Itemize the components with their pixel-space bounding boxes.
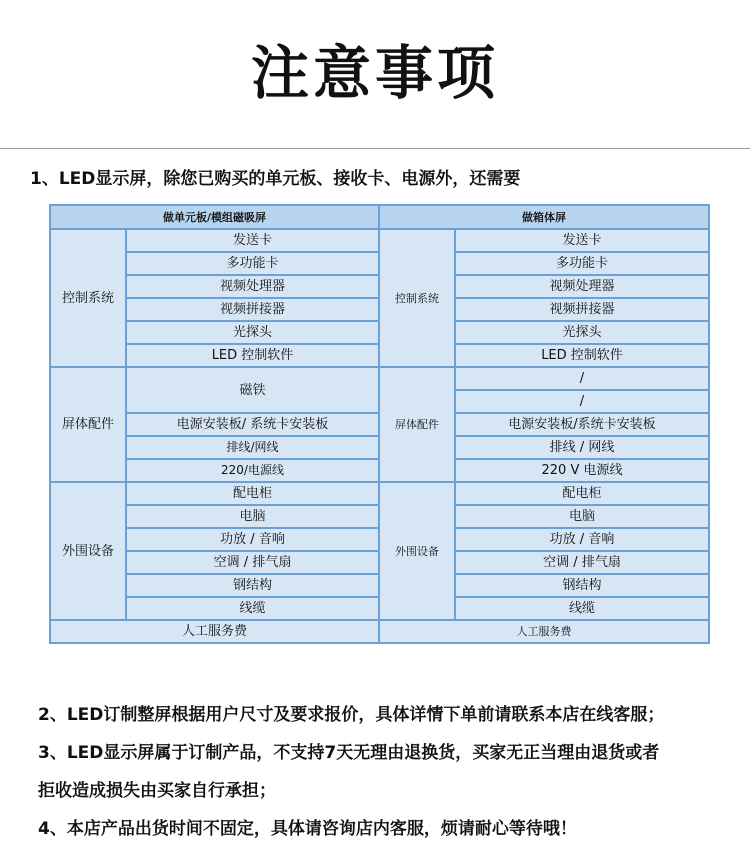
category-peripheral-right: 外围设备	[379, 482, 455, 620]
table-cell: 排线 / 网线	[455, 436, 709, 459]
table-cell: 电脑	[126, 505, 379, 528]
table-cell: 线缆	[126, 597, 379, 620]
table-cell: 发送卡	[126, 229, 379, 252]
table-cell: 视频拼接器	[126, 298, 379, 321]
table-cell: 发送卡	[455, 229, 709, 252]
note-4: 4、本店产品出货时间不固定，具体请咨询店内客服，烦请耐心等待哦！	[38, 819, 577, 839]
table-row	[50, 367, 709, 390]
equipment-table	[49, 204, 710, 644]
table-cell: 磁铁	[126, 367, 379, 413]
table-header-row	[50, 205, 709, 229]
footer-service-right: 人工服务费	[379, 620, 709, 643]
category-control-left: 控制系统	[50, 229, 126, 367]
table-cell: 220 V 电源线	[455, 459, 709, 482]
table-cell: LED 控制软件	[126, 344, 379, 367]
table-row	[50, 229, 709, 252]
table-cell: 线缆	[455, 597, 709, 620]
category-screen-right: 屏体配件	[379, 367, 455, 482]
table-cell: /	[455, 390, 709, 413]
table-cell: 视频处理器	[455, 275, 709, 298]
footer-service-left: 人工服务费	[50, 620, 379, 643]
table-cell: 配电柜	[126, 482, 379, 505]
table-cell: 配电柜	[455, 482, 709, 505]
note-1: 1、LED显示屏，除您已购买的单元板、接收卡、电源外，还需要	[30, 169, 521, 189]
header-cabinet: 做箱体屏	[379, 205, 709, 229]
table-row	[50, 482, 709, 505]
category-screen-left: 屏体配件	[50, 367, 126, 482]
divider	[0, 148, 750, 149]
page-title: 注意事项	[250, 39, 499, 107]
table-cell: 钢结构	[455, 574, 709, 597]
table-cell: 光探头	[455, 321, 709, 344]
table-footer-row	[50, 620, 709, 643]
table-cell: 功放 / 音响	[455, 528, 709, 551]
table-cell: 220/电源线	[126, 459, 379, 482]
table-cell: 视频拼接器	[455, 298, 709, 321]
table-cell: 多功能卡	[126, 252, 379, 275]
table-cell: 视频处理器	[126, 275, 379, 298]
table-cell: 电源安装板/系统卡安装板	[455, 413, 709, 436]
table-cell: 光探头	[126, 321, 379, 344]
note-2: 2、LED订制整屏根据用户尺寸及要求报价，具体详情下单前请联系本店在线客服；	[38, 705, 665, 725]
table-cell: 空调 / 排气扇	[455, 551, 709, 574]
table-cell: 空调 / 排气扇	[126, 551, 379, 574]
table-cell: 电脑	[455, 505, 709, 528]
table-cell: 电源安装板/ 系统卡安装板	[126, 413, 379, 436]
table-cell: /	[455, 367, 709, 390]
category-peripheral-left: 外围设备	[50, 482, 126, 620]
table-cell: LED 控制软件	[455, 344, 709, 367]
note-3-continued: 拒收造成损失由买家自行承担；	[38, 781, 276, 801]
table-cell: 钢结构	[126, 574, 379, 597]
table-cell: 多功能卡	[455, 252, 709, 275]
table-cell: 功放 / 音响	[126, 528, 379, 551]
category-control-right: 控制系统	[379, 229, 455, 367]
header-unit-board: 做单元板/模组磁吸屏	[50, 205, 379, 229]
note-3: 3、LED显示屏属于订制产品，不支持7天无理由退换货，买家无正当理由退货或者	[38, 743, 660, 763]
table-cell: 排线/网线	[126, 436, 379, 459]
